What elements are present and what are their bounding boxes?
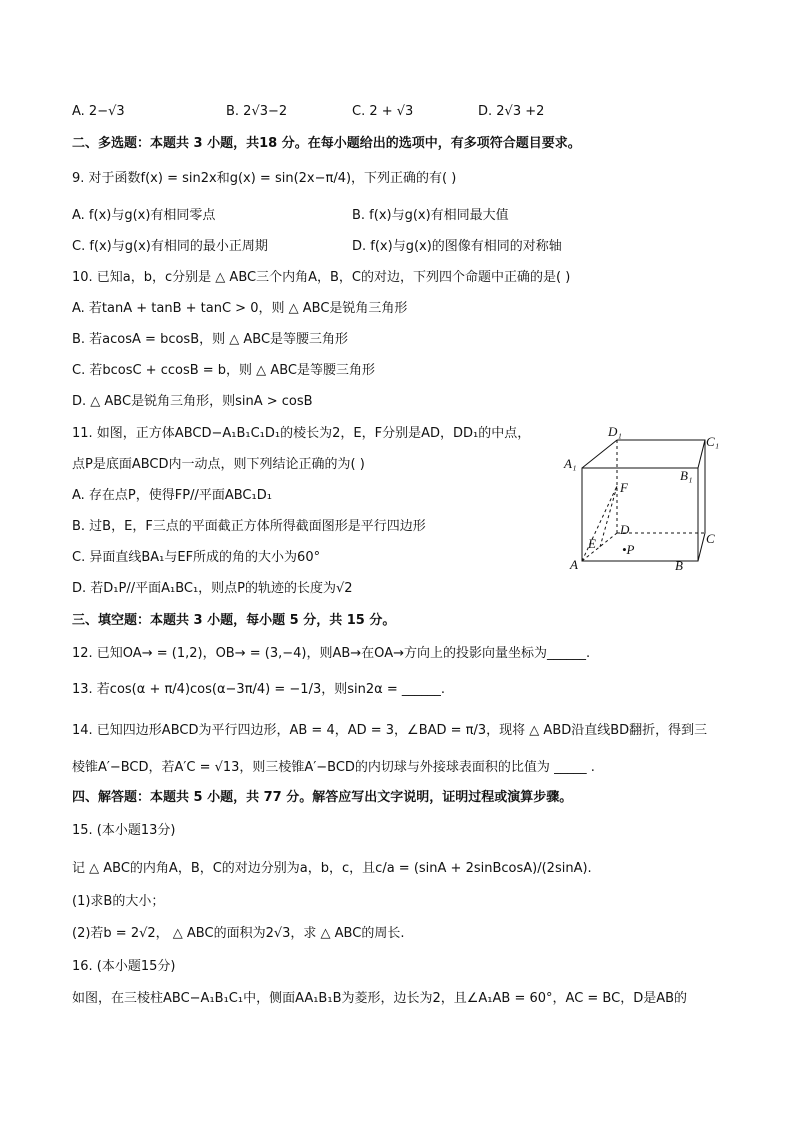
label-p: •P — [622, 542, 635, 557]
cube-edge-a1d1 — [582, 440, 617, 468]
section-heading-fill-in: 三、填空题：本题共 3 小题，每小题 5 分，共 15 分。 — [72, 613, 396, 628]
label-f: F — [620, 480, 628, 495]
q14-line2: 棱锥A′−BCD，若A′C = √13，则三棱锥A′−BCD的内切球与外接球表面积的比值为 _____ . — [72, 760, 595, 775]
q11-stem-line1: 11. 如图，正方体ABCD−A₁B₁C₁D₁的棱长为2，E，F分别是AD，DD₁的中点， — [72, 426, 531, 441]
q10-option-a: A. 若tanA + tanB + tanC > 0，则 △ ABC是锐角三角形 — [72, 301, 408, 316]
q8-option-a: A. 2−√3 — [72, 104, 125, 119]
q8-option-c: C. 2 + √3 — [352, 104, 414, 119]
q8-option-b: B. 2√3−2 — [226, 104, 288, 119]
q15-part2: (2)若b = 2√2， △ ABC的面积为2√3，求 △ ABC的周长. — [72, 926, 405, 941]
cube-edge-b1c1 — [698, 440, 705, 468]
label-b1: B₁ — [680, 468, 693, 483]
q11-option-a: A. 存在点P，使得FP//平面ABC₁D₁ — [72, 488, 272, 503]
q10-option-b: B. 若acosA = bcosB，则 △ ABC是等腰三角形 — [72, 332, 349, 347]
q16-heading: 16. (本小题15分) — [72, 959, 176, 974]
q15-part1: (1)求B的大小； — [72, 894, 165, 909]
q10-option-c: C. 若bcosC + ccosB = b，则 △ ABC是等腰三角形 — [72, 363, 375, 378]
q9-option-a: A. f(x)与g(x)有相同零点 — [72, 208, 216, 223]
q10-stem: 10. 已知a，b，c分别是 △ ABC三个内角A，B，C的对边，下列四个命题中正确的是( ) — [72, 270, 571, 285]
label-e: E — [588, 536, 596, 551]
q8-option-d: D. 2√3 +2 — [478, 104, 545, 119]
q13: 13. 若cos(α + π/4)cos(α−3π/4) = −1/3，则sin2α = ______. — [72, 682, 445, 697]
q9-option-c: C. f(x)与g(x)有相同的最小正周期 — [72, 239, 268, 254]
cube-back-edges — [617, 440, 705, 533]
q9-stem: 9. 对于函数f(x) = sin2x和g(x) = sin(2x−π/4)，下列正确的有( ) — [72, 171, 457, 186]
label-c: C — [706, 531, 715, 546]
q11-option-c: C. 异面直线BA₁与EF所成的角的大小为60° — [72, 550, 321, 565]
q11-option-d: D. 若D₁P//平面A₁BC₁，则点P的轨迹的长度为√2 — [72, 581, 353, 596]
section-heading-solutions: 四、解答题：本题共 5 小题，共 77 分。解答应写出文字说明，证明过程或演算步骤。 — [72, 790, 573, 805]
q14-line1: 14. 已知四边形ABCD为平行四边形，AB = 4，AD = 3，∠BAD = π/3，现将 △ ABD沿直线BD翻折，得到三 — [72, 723, 708, 738]
q12: 12. 已知OA→ = (1,2)，OB→ = (3,−4)，则AB→在OA→方向上的投影向量坐标为______. — [72, 646, 591, 661]
cube-edge-bc — [698, 533, 705, 561]
label-d: D — [620, 522, 630, 537]
q11-option-b: B. 过B，E，F三点的平面截正方体所得截面图形是平行四边形 — [72, 519, 426, 534]
q15-stem: 记 △ ABC的内角A，B，C的对边分别为a，b，c，且c/a = (sinA + 2sinBcosA)/(2sinA). — [72, 861, 592, 876]
cube-figure — [560, 418, 730, 578]
q11-stem-line2: 点P是底面ABCD内一动点，则下列结论正确的为( ) — [72, 457, 365, 472]
label-a1: A₁ — [564, 456, 577, 471]
q15-heading: 15. (本小题13分) — [72, 823, 176, 838]
label-d1: D₁ — [608, 424, 622, 439]
label-c1: C₁ — [706, 434, 720, 449]
q9-option-d: D. f(x)与g(x)的图像有相同的对称轴 — [352, 239, 562, 254]
q16-stem: 如图，在三棱柱ABC−A₁B₁C₁中，侧面AA₁B₁B为菱形，边长为2，且∠A₁AB = 60°，AC = BC，D是AB的 — [72, 991, 688, 1006]
label-a: A — [570, 557, 578, 572]
q9-option-b: B. f(x)与g(x)有相同最大值 — [352, 208, 509, 223]
q10-option-d: D. △ ABC是锐角三角形，则sinA > cosB — [72, 394, 313, 409]
section-heading-multi-choice: 二、多选题：本题共 3 小题，共18 分。在每小题给出的选项中，有多项符合题目要求。 — [72, 136, 581, 151]
label-b: B — [675, 558, 683, 573]
